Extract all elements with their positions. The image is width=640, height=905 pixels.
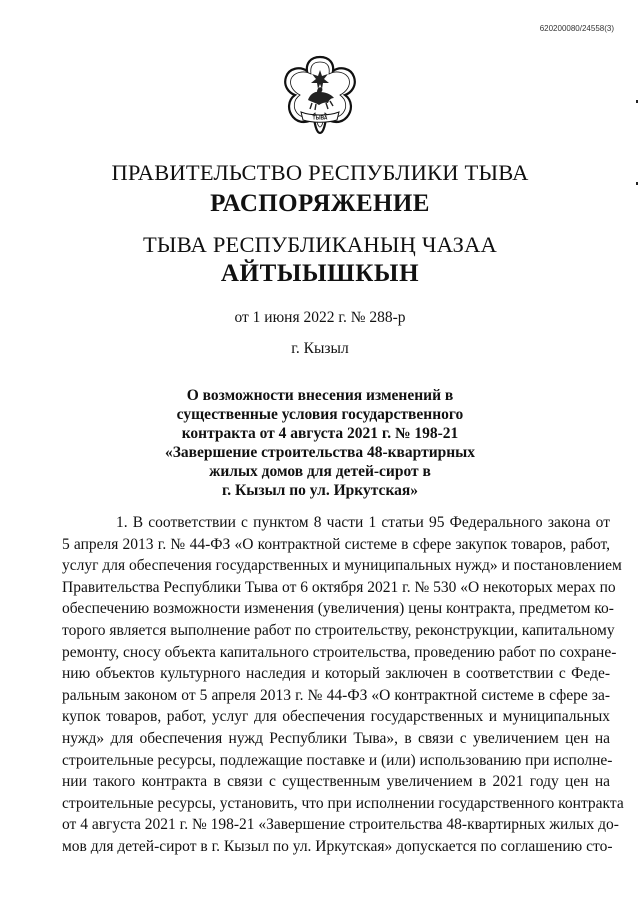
body-line: услуг для обеспечения государственных и муниципальных нужд» и постановлением xyxy=(62,557,622,575)
body-line: купок товаров, работ, услуг для обеспечения государственных и муниципальных xyxy=(62,708,610,726)
subject-line: контракта от 4 августа 2021 г. № 198-21 xyxy=(181,425,459,442)
subject-line: существенные условия государственного xyxy=(176,406,464,423)
tuva-coat-of-arms-icon xyxy=(279,54,361,136)
body-line: 1. В соответствии с пунктом 8 части 1 статьи 95 Федерального закона от xyxy=(116,514,610,531)
body-line: строительные ресурсы, подлежащие поставке и (или) использованию при исполне- xyxy=(62,751,613,769)
government-title-tyv: ТЫВА РЕСПУБЛИКАНЫҢ ЧАЗАА xyxy=(142,232,498,257)
body-line: Правительства Республики Тыва от 6 октября 2021 г. № 530 «О некоторых мерах по xyxy=(62,578,616,596)
document-subject xyxy=(140,386,500,500)
body-line: торого является выполнение работ по строительству, реконструкции, капитальному xyxy=(62,621,615,639)
body-line: от 4 августа 2021 г. № 198-21 «Завершение строительства 48-квартирных жилых до- xyxy=(62,816,619,834)
body-line: ремонту, сносу объекта капитального строительства, проведению работ по сохране- xyxy=(62,643,617,661)
subject-line: жилых домов для детей-сирот в xyxy=(209,463,431,480)
body-line: обеспечению возможности изменения (увеличения) цены контракта, предметом ко- xyxy=(62,600,614,618)
body-paragraph xyxy=(62,512,624,858)
subject-line: «Завершение строительства 48-квартирных xyxy=(164,444,476,461)
body-line: нию объектов культурного наследия и который заключен в соответствии с Феде- xyxy=(62,665,610,683)
document-date-number: от 1 июня 2022 г. № 288-р xyxy=(234,309,406,326)
body-line: нии такого контракта в связи с существенным увеличением в 2021 году цен на xyxy=(62,773,610,791)
order-title-tyv: АЙТЫЫШКЫН xyxy=(220,260,420,287)
body-line: строительные ресурсы, установить, что при исполнении государственного контракта xyxy=(62,794,624,812)
order-title-ru: РАСПОРЯЖЕНИЕ xyxy=(210,190,430,217)
emblem-ribbon-text: ТЫВА xyxy=(312,115,328,122)
subject-line: г. Кызыл по ул. Иркутская» xyxy=(221,482,419,499)
body-line: мов для детей-сирот в г. Кызыл по ул. Иркутская» допускается по соглашению сто- xyxy=(62,837,613,855)
coat-of-arms-emblem xyxy=(279,54,361,136)
scan-edge-mark xyxy=(636,100,638,103)
scan-edge-mark xyxy=(636,182,638,185)
subject-line: О возможности внесения изменений в xyxy=(186,387,454,404)
document-number: 620200080/24558(3) xyxy=(539,24,614,33)
government-title-ru: ПРАВИТЕЛЬСТВО РЕСПУБЛИКИ ТЫВА xyxy=(111,160,529,185)
body-line: ральным законом от 5 апреля 2013 г. № 44-ФЗ «О контрактной системе в сфере за- xyxy=(62,686,610,704)
document-city: г. Кызыл xyxy=(291,340,349,357)
body-line: 5 апреля 2013 г. № 44-ФЗ «О контрактной системе в сфере закупок товаров, работ, xyxy=(62,535,610,553)
body-line: нужд» для обеспечения нужд Республики Тыва», в связи с увеличением цен на xyxy=(62,729,610,747)
